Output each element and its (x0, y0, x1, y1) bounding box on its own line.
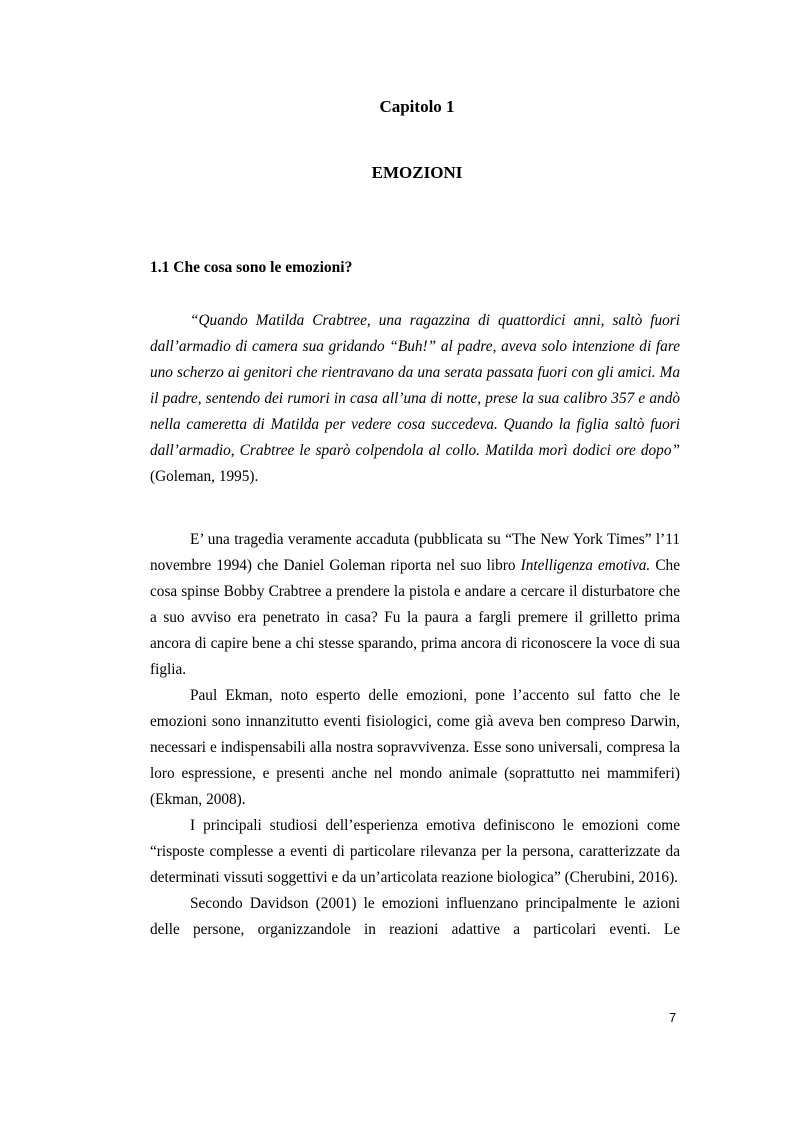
section-heading: 1.1 Che cosa sono le emozioni? (150, 259, 353, 276)
paragraph-ekman: Paul Ekman, noto esperto delle emozioni, pone l’accento sul fatto che le emozioni sono innanzitutto eventi fisiologici, come già aveva ben compreso Darwin, necessari e indispensabili alla nostra sopravvivenza. Esse sono universali, compresa la loro espressione, e presenti anche nel mondo animale (soprattutto nei mammiferi) (Ekman, 2008). (150, 687, 680, 808)
book-title: Intelligenza emotiva. (520, 557, 651, 574)
paragraph-tragedy (150, 527, 680, 683)
body-text (150, 527, 680, 943)
page-number: 7 (669, 1010, 677, 1025)
quote-citation: (Goleman, 1995). (150, 468, 259, 485)
chapter-name: EMOZIONI (371, 163, 463, 182)
quote-text: “Quando Matilda Crabtree, una ragazzina di quattordici anni, saltò fuori dall’armadio di camera sua gridando “Buh!” al padre, aveva solo intenzione di fare uno scherzo ai genitori che rientravano da una serata passata fuori con gli amici. Ma il padre, sentendo dei rumori in casa all’una di notte, prese la sua calibro 357 e andò nella cameretta di Matilda per vedere cosa succedeva. Quando la figlia saltò fuori dall’armadio, Crabtree le sparò colpendola al collo. Matilda morì dodici ore dopo” (150, 312, 680, 459)
paragraph-tragedy-end: Che cosa spinse Bobby Crabtree a prendere la pistola e andare a cercare il disturbatore che a suo avviso era penetrato in casa? Fu la paura a fargli premere il grilletto prima ancora di capire bene a chi stesse sparando, prima ancora di riconoscere la voce di sua figlia. (150, 557, 680, 678)
paragraph-tragedy-start: E’ una tragedia veramente accaduta (pubblicata su “The New York Times” l’11 novembre 1994) che Daniel Goleman riporta nel suo libro (150, 531, 680, 574)
quote-block (150, 308, 680, 490)
quote-paragraph (150, 308, 680, 490)
paragraph-davidson: Secondo Davidson (2001) le emozioni influenzano principalmente le azioni delle persone, organizzandole in reazioni adattive a particolari eventi. Le (150, 895, 680, 938)
chapter-title: Capitolo 1 (379, 97, 455, 116)
paragraph-definition: I principali studiosi dell’esperienza emotiva definiscono le emozioni come “risposte complesse a eventi di particolare rilevanza per la persona, caratterizzate da determinati vissuti soggettivi e da un’articolata reazione biologica” (Cherubini, 2016). (150, 817, 680, 886)
